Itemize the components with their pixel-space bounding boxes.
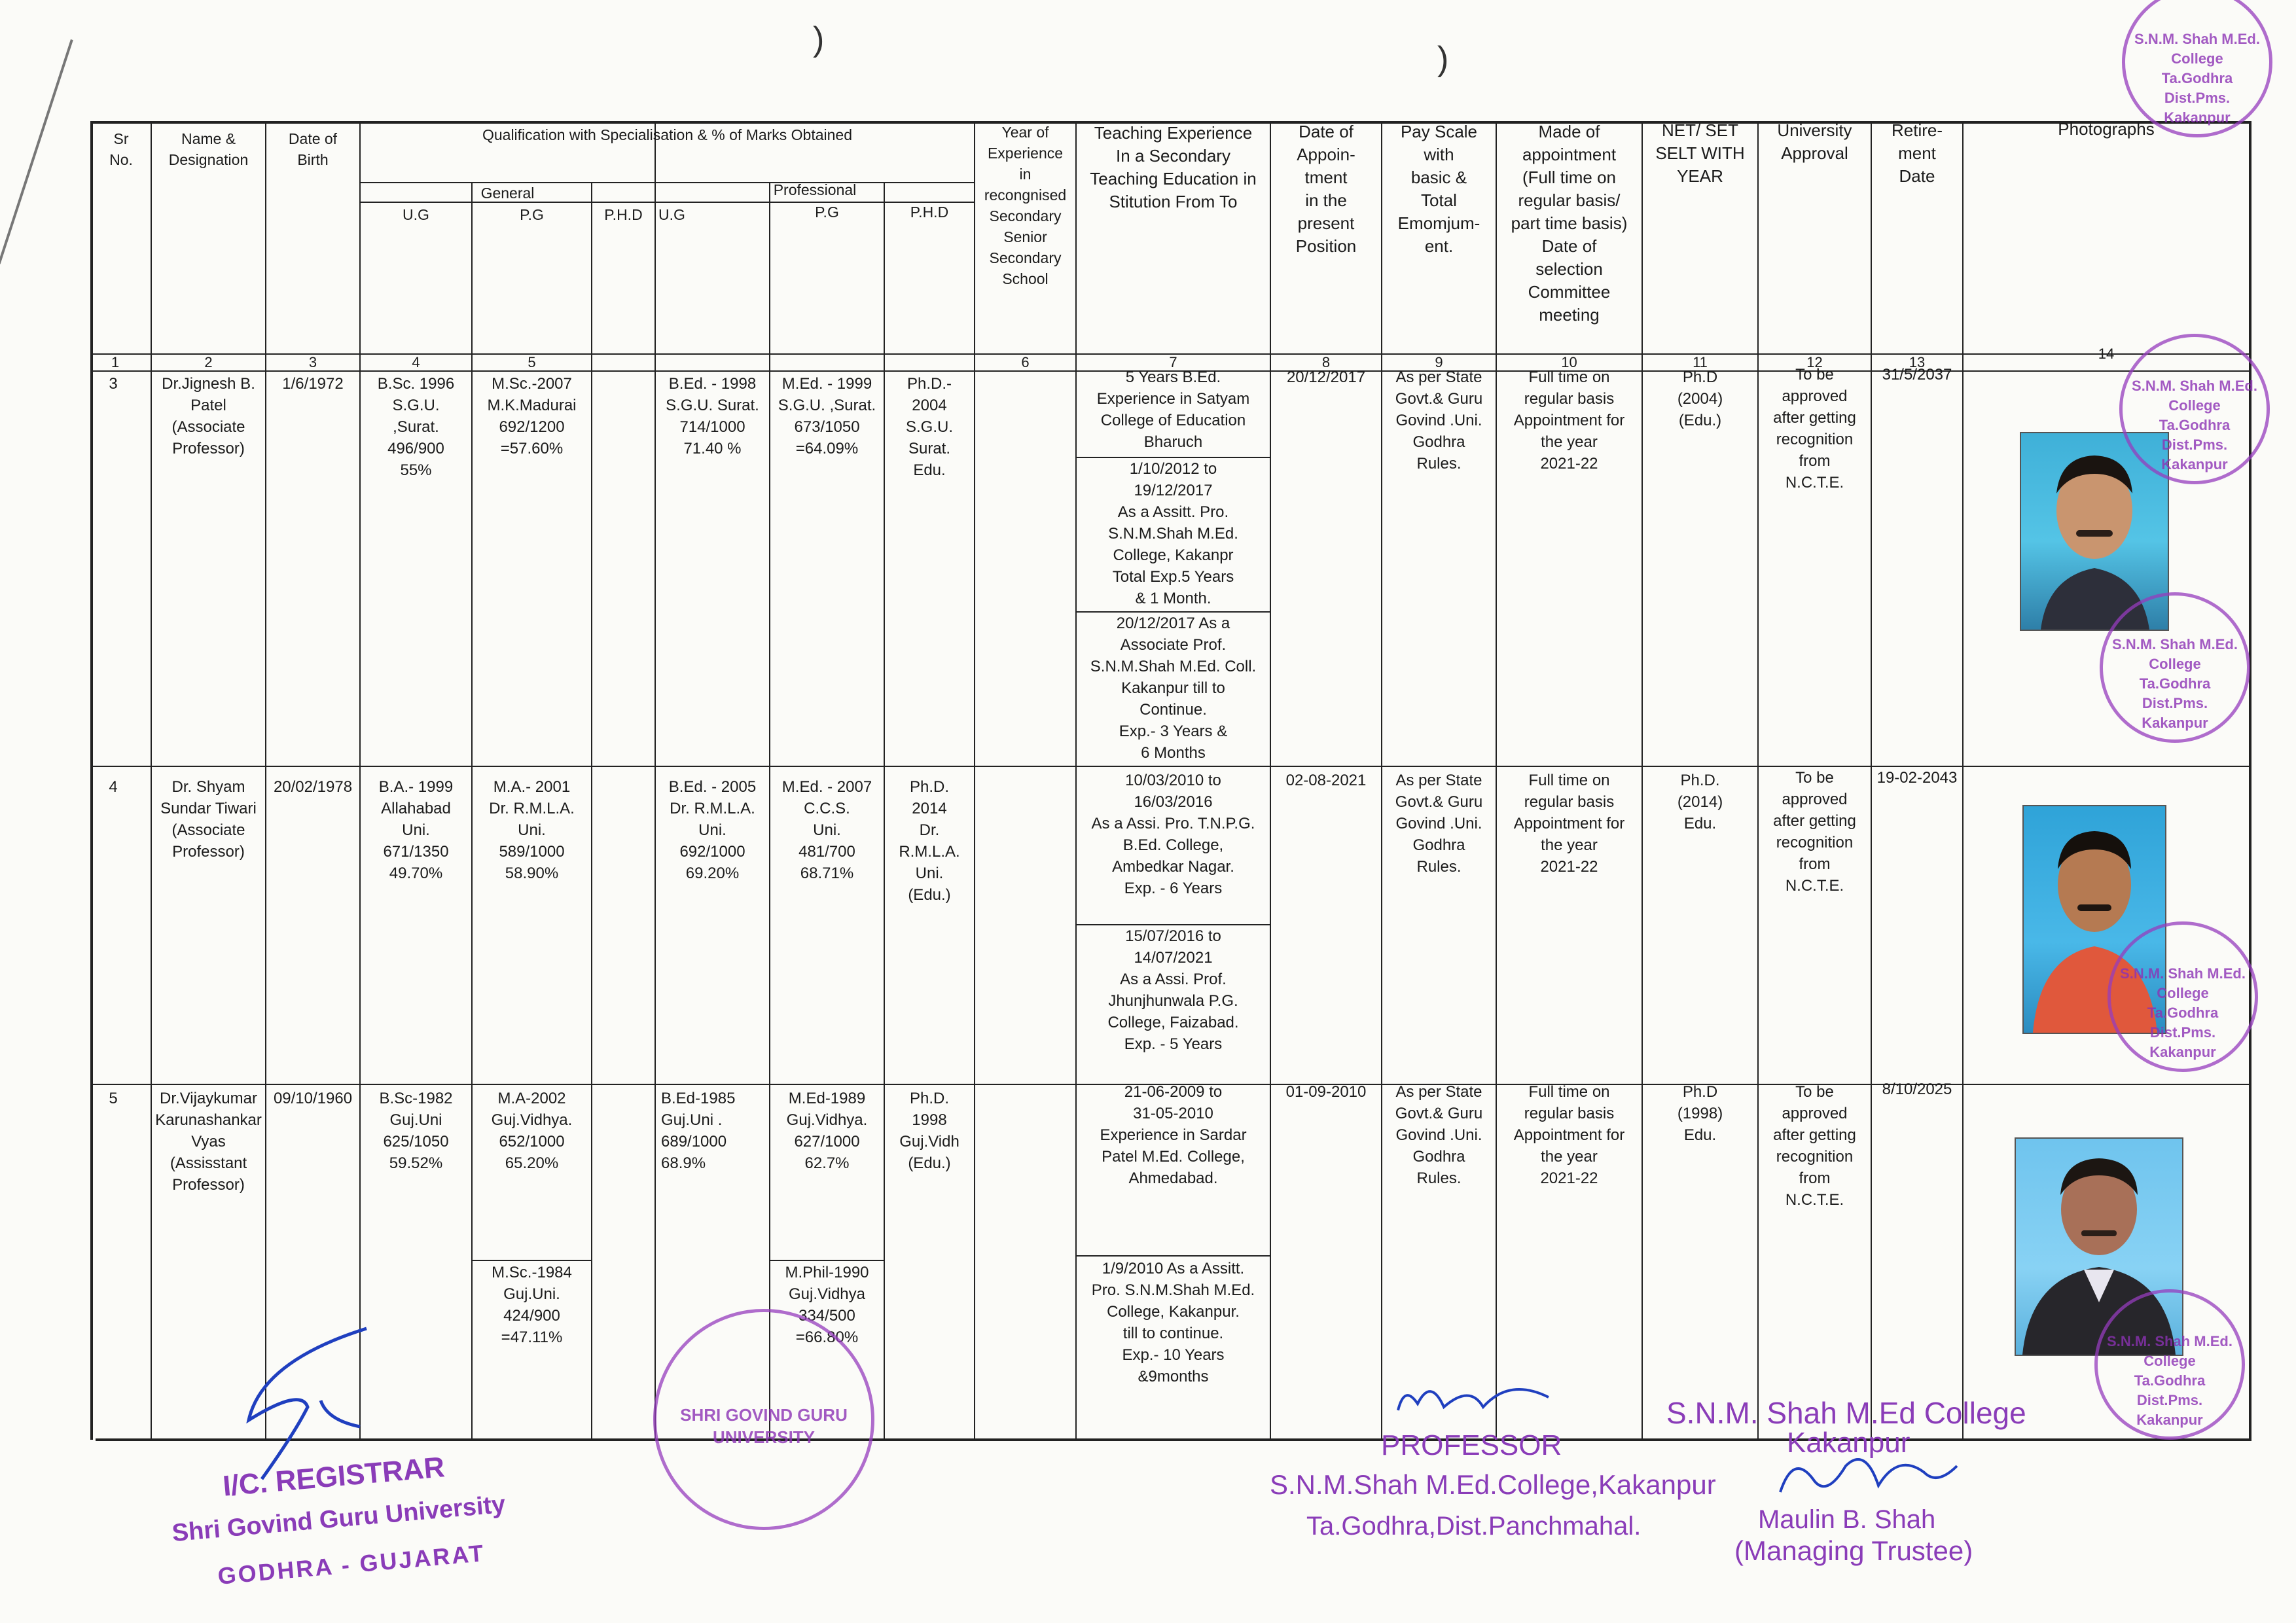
cell-pay-scale: As per State Govt.& Guru Govind .Uni. Godhra Rules. — [1395, 368, 1483, 473]
cell-pro-phd: Ph.D. 2014 Dr. R.M.L.A. Uni. (Edu.) — [899, 778, 960, 904]
header-mode-appointment: Made of appointment (Full time on regular basis/ part time basis) Date of selection Committee meeting — [1511, 122, 1628, 325]
registrar-stamp-line-1: I/C. REGISTRAR — [221, 1451, 446, 1503]
header-gen-phd: P.H.D — [604, 206, 643, 223]
cell-sr: 4 — [109, 778, 118, 796]
col-number: 13 — [1909, 354, 1926, 370]
professor-stamp-line-1: PROFESSOR — [1381, 1429, 1562, 1461]
cell-net-set: Ph.D (1998) Edu. — [1677, 1083, 1723, 1144]
cell-exp-1: 21-06-2009 to 31-05-2010 Experience in Sardar Patel M.Ed. College, Ahmedabad. — [1100, 1083, 1247, 1187]
trustee-signature — [1767, 1440, 1964, 1512]
college-seal: S.N.M. Shah M.Ed. College Ta.Godhra Dist.Pms. Kakanpur — [2122, 0, 2272, 137]
header-photographs: Photographs — [2058, 119, 2155, 139]
cell-exp-2: 1/10/2012 to 19/12/2017 As a Assitt. Pro. S.N.M.Shah M.Ed. College, Kakanpr Total Exp.5 Years & 1 Month. — [1108, 460, 1238, 607]
cell-pay-scale: As per State Govt.& Guru Govind .Uni. Godhra Rules. — [1395, 772, 1483, 876]
cell-date-appointment: 20/12/2017 — [1286, 368, 1366, 386]
top-mark: ) — [813, 20, 825, 58]
cell-mode-appointment: Full time on regular basis Appointment for the year 2021-22 — [1513, 368, 1625, 473]
cell-net-set: Ph.D (2004) (Edu.) — [1677, 368, 1723, 429]
cell-gen-ug: B.Sc-1982 Guj.Uni 625/1050 59.52% — [379, 1090, 453, 1172]
col-number: 6 — [1021, 354, 1030, 370]
cell-exp-1: 5 Years B.Ed. Experience in Satyam College of Education Bharuch — [1096, 368, 1250, 451]
professor-stamp-line-2: S.N.M.Shah M.Ed.College,Kakanpur — [1270, 1469, 1716, 1500]
cell-retirement: 31/5/2037 — [1882, 366, 1952, 383]
university-seal: SHRI GOVIND GURU UNIVERSITY — [653, 1309, 874, 1530]
cell-pro-ug: B.Ed-1985 Guj.Uni . 689/1000 68.9% — [661, 1090, 736, 1172]
cell-pro-ug: B.Ed. - 2005 Dr. R.M.L.A. Uni. 692/1000 69.20% — [668, 778, 757, 882]
col-number: 11 — [1693, 354, 1708, 370]
cell-gen-ug: B.Sc. 1996 S.G.U. ,Surat. 496/900 55% — [377, 375, 455, 479]
header-dob: Date of Birth — [288, 130, 338, 168]
cell-net-set: Ph.D. (2014) Edu. — [1677, 772, 1723, 832]
cell-retirement: 19-02-2043 — [1876, 769, 1958, 787]
col-number: 4 — [412, 354, 420, 370]
header-teaching-exp: Teaching Experience In a Secondary Teaching Education in Stitution From To — [1090, 123, 1257, 211]
fold-line — [0, 39, 73, 264]
cell-exp-1: 10/03/2010 to 16/03/2016 As a Assi. Pro. T.N.P.G. B.Ed. College, Ambedkar Nagar. Exp. - 6 Years — [1091, 772, 1255, 897]
college-seal: S.N.M. Shah M.Ed. College Ta.Godhra Dist.Pms. Kakanpur — [2119, 334, 2270, 484]
cell-pro-pg: M.Ed-1989 Guj.Vidhya. 627/1000 62.7% — [786, 1090, 868, 1172]
header-professional: Professional — [773, 181, 857, 198]
cell-dob: 09/10/1960 — [273, 1090, 353, 1107]
col-number: 1 — [111, 354, 120, 370]
cell-approval: To be approved after getting recognition from N.C.T.E. — [1773, 1083, 1856, 1209]
col-number: 12 — [1806, 354, 1823, 370]
header-date-appointment: Date of Appoin- tment in the present Position — [1295, 122, 1357, 256]
college-seal: S.N.M. Shah M.Ed. College Ta.Godhra Dist.Pms. Kakanpur — [2108, 921, 2258, 1072]
college-stamp-line-1: S.N.M. Shah M.Ed College — [1666, 1396, 2026, 1430]
cell-pay-scale: As per State Govt.& Guru Govind .Uni. Godhra Rules. — [1395, 1083, 1483, 1187]
col-number: 5 — [528, 354, 536, 370]
college-stamp-line-4: (Managing Trustee) — [1734, 1535, 1973, 1566]
cell-exp-3: 20/12/2017 As a Associate Prof. S.N.M.Shah M.Ed. Coll. Kakanpur till to Continue. Exp.- 3 Years & 6 Months — [1090, 615, 1257, 762]
header-gen-pg: P.G — [520, 206, 544, 223]
cell-pro-phd: Ph.D.- 2004 S.G.U. Surat. Edu. — [905, 375, 953, 479]
cell-mode-appointment: Full time on regular basis Appointment for the year 2021-22 — [1513, 772, 1625, 876]
col-number: 9 — [1435, 354, 1443, 370]
header-sr-no: Sr No. — [109, 130, 133, 168]
cell-name: Dr.Jignesh B. Patel (Associate Professor) — [162, 375, 255, 457]
cell-dob: 1/6/1972 — [282, 375, 344, 393]
header-pay-scale: Pay Scale with basic & Total Emomjum- ent. — [1397, 122, 1480, 256]
header-qualification: Qualification with Specialisation & % of Marks Obtained — [482, 126, 853, 143]
cell-pro-pg-2: M.Phil-1990 Guj.Vidhya 334/500 =66.80% — [785, 1264, 869, 1346]
top-mark: ) — [1437, 40, 1449, 78]
cell-retirement: 8/10/2025 — [1882, 1080, 1952, 1098]
cell-gen-ug: B.A.- 1999 Allahabad Uni. 671/1350 49.70% — [378, 778, 454, 882]
header-retirement: Retire- ment Date — [1891, 120, 1943, 186]
college-seal: S.N.M. Shah M.Ed. College Ta.Godhra Dist.Pms. Kakanpur — [2100, 592, 2250, 743]
header-pro-pg: P.G — [815, 204, 839, 221]
header-pro-ug: U.G — [658, 206, 685, 223]
cell-dob: 20/02/1978 — [273, 778, 353, 796]
cell-gen-pg: M.A.- 2001 Dr. R.M.L.A. Uni. 589/1000 58.90% — [489, 778, 575, 882]
cell-name: Dr. Shyam Sundar Tiwari (Associate Professor) — [160, 778, 257, 861]
header-year-exp: Year of Experience in recongnised Secondary Senior Secondary School — [984, 124, 1067, 287]
col-number: 10 — [1561, 354, 1577, 370]
header-gen-ug: U.G — [403, 206, 429, 223]
professor-signature — [1391, 1371, 1562, 1423]
college-stamp-line-3: Maulin B. Shah — [1758, 1505, 1936, 1534]
professor-stamp-line-3: Ta.Godhra,Dist.Panchmahal. — [1306, 1512, 1641, 1541]
header-net-set: NET/ SET SELT WITH YEAR — [1655, 120, 1745, 186]
col-number: 3 — [308, 354, 317, 370]
registrar-stamp-line-2: Shri Govind Guru University — [171, 1490, 507, 1548]
cell-gen-pg: M.Sc.-2007 M.K.Madurai 692/1200 =57.60% — [487, 375, 577, 457]
cell-approval: To be approved after getting recognition from N.C.T.E. — [1773, 366, 1856, 491]
cell-mode-appointment: Full time on regular basis Appointment for the year 2021-22 — [1513, 1083, 1625, 1187]
cell-date-appointment: 01-09-2010 — [1285, 1083, 1367, 1101]
cell-pro-pg: M.Ed. - 1999 S.G.U. ,Surat. 673/1050 =64.09% — [778, 375, 876, 457]
header-name: Name & Designation — [168, 130, 249, 168]
cell-exp-2: 1/9/2010 As a Assitt. Pro. S.N.M.Shah M.Ed. College, Kakanpur. till to continue. Exp.- 10 Years &9months — [1091, 1260, 1255, 1385]
cell-approval: To be approved after getting recognition from N.C.T.E. — [1773, 769, 1856, 895]
col-number: 2 — [204, 354, 213, 370]
header-pro-phd: P.H.D — [910, 204, 949, 221]
cell-date-appointment: 02-08-2021 — [1285, 772, 1367, 789]
col-number: 8 — [1321, 354, 1331, 370]
registrar-stamp-line-3: GODHRA - GUJARAT — [216, 1539, 486, 1590]
cell-gen-pg-2: M.Sc.-1984 Guj.Uni. 424/900 =47.11% — [492, 1264, 572, 1346]
col-number: 7 — [1169, 354, 1177, 370]
header-university-approval: University Approval — [1777, 120, 1852, 163]
college-stamp-line-2: Kakanpur — [1787, 1427, 1910, 1459]
cell-name: Dr.Vijaykumar Karunashankar Vyas (Assisstant Professor) — [155, 1090, 262, 1194]
cell-pro-phd: Ph.D. 1998 Guj.Vidh (Edu.) — [899, 1090, 960, 1172]
college-seal: S.N.M. Shah M.Ed. College Ta.Godhra Dist.Pms. Kakanpur — [2094, 1289, 2245, 1440]
header-general: General — [480, 185, 535, 202]
col-number: 14 — [2098, 346, 2115, 362]
cell-sr: 3 — [109, 375, 118, 393]
cell-exp-2: 15/07/2016 to 14/07/2021 As a Assi. Prof. Jhunjhunwala P.G. College, Faizabad. Exp. - 5 Years — [1107, 927, 1239, 1053]
cell-pro-ug: B.Ed. - 1998 S.G.U. Surat. 714/1000 71.40 % — [666, 375, 759, 457]
cell-gen-pg: M.A-2002 Guj.Vidhya. 652/1000 65.20% — [491, 1090, 573, 1172]
cell-pro-pg: M.Ed. - 2007 C.C.S. Uni. 481/700 68.71% — [781, 778, 872, 882]
cell-sr: 5 — [109, 1090, 118, 1107]
